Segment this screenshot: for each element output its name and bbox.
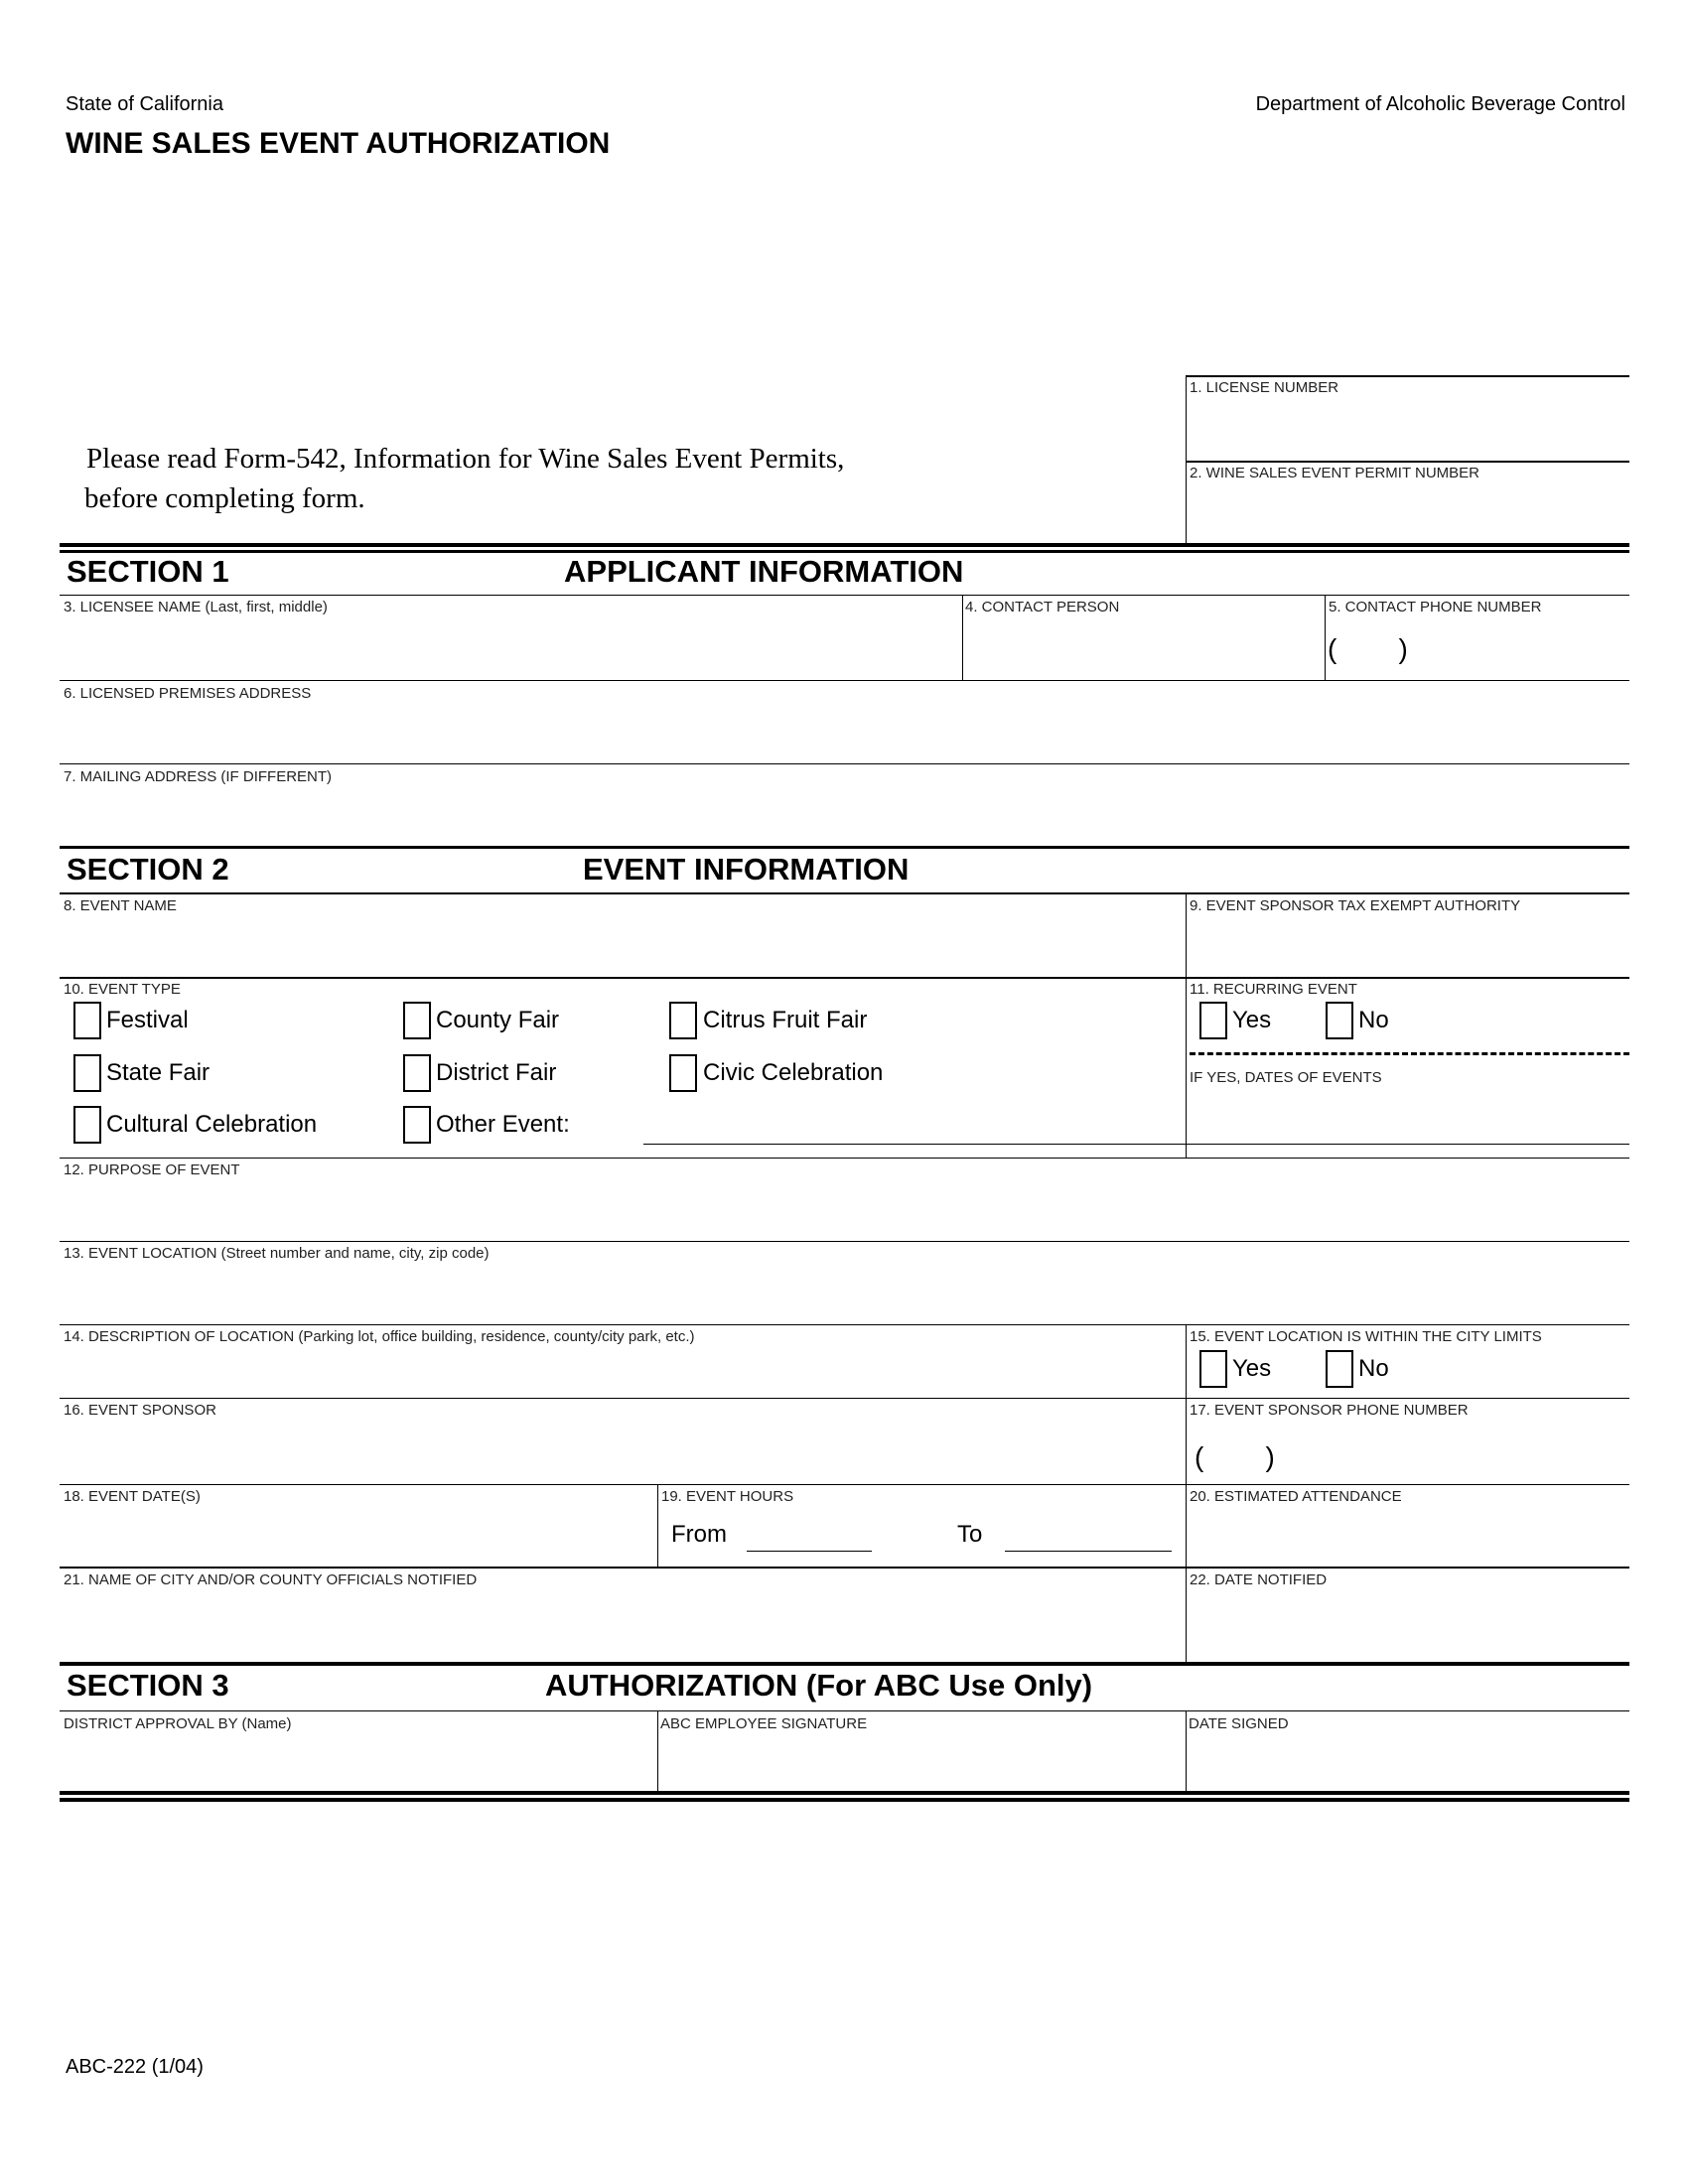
to-line	[1005, 1551, 1172, 1552]
event-type-label: 10. EVENT TYPE	[64, 981, 181, 998]
premises-address-field[interactable]	[62, 703, 1625, 760]
tax-exempt-field[interactable]	[1190, 915, 1624, 973]
hours-to-field[interactable]	[1005, 1519, 1172, 1551]
divider	[60, 1567, 1629, 1569]
permit-number-label: 2. WINE SALES EVENT PERMIT NUMBER	[1190, 465, 1480, 481]
officials-notified-field[interactable]	[62, 1590, 1179, 1660]
sponsor-phone-field[interactable]: ( )	[1195, 1441, 1275, 1472]
date-notified-label: 22. DATE NOTIFIED	[1190, 1571, 1328, 1588]
if-yes-dates-label: IF YES, DATES OF EVENTS	[1190, 1069, 1382, 1086]
purpose-field[interactable]	[62, 1179, 1625, 1237]
city-limits-label: 15. EVENT LOCATION IS WITHIN THE CITY LIMITS	[1190, 1328, 1542, 1345]
from-line	[747, 1551, 872, 1552]
district-fair-label: District Fair	[436, 1059, 557, 1086]
event-dates-field[interactable]	[62, 1507, 652, 1565]
divider	[60, 1241, 1629, 1242]
employee-signature-field[interactable]	[660, 1733, 1182, 1789]
divider	[60, 543, 1629, 547]
section-1-number: SECTION 1	[67, 554, 229, 589]
premises-address-label: 6. LICENSED PREMISES ADDRESS	[64, 685, 312, 702]
purpose-label: 12. PURPOSE OF EVENT	[64, 1161, 240, 1178]
divider	[1186, 461, 1629, 463]
recurring-event-label: 11. RECURRING EVENT	[1190, 981, 1357, 998]
city-limits-yes-checkbox[interactable]	[1199, 1350, 1227, 1388]
divider	[657, 1485, 658, 1568]
divider	[60, 1324, 1629, 1325]
divider	[1186, 375, 1187, 544]
divider	[1186, 1485, 1187, 1664]
civic-celebration-checkbox[interactable]	[669, 1054, 697, 1092]
licensee-name-field[interactable]	[62, 617, 955, 677]
divider	[1186, 893, 1187, 1158]
state-fair-label: State Fair	[106, 1059, 211, 1086]
divider	[60, 1158, 1629, 1159]
tax-exempt-label: 9. EVENT SPONSOR TAX EXEMPT AUTHORITY	[1190, 897, 1521, 914]
from-label: From	[671, 1521, 727, 1548]
contact-person-field[interactable]	[965, 617, 1321, 677]
divider	[60, 1791, 1629, 1795]
other-event-checkbox[interactable]	[403, 1106, 431, 1144]
license-number-field[interactable]	[1188, 397, 1624, 457]
section-2-title: EVENT INFORMATION	[583, 852, 910, 887]
to-label: To	[957, 1521, 983, 1548]
divider	[1325, 596, 1326, 681]
city-limits-no-checkbox[interactable]	[1326, 1350, 1353, 1388]
divider	[60, 763, 1629, 764]
divider	[1186, 375, 1629, 377]
instructions-line-1: Please read Form-542, Information for Wine Sales Event Permits,	[86, 443, 845, 475]
contact-person-label: 4. CONTACT PERSON	[965, 599, 1120, 615]
event-name-field[interactable]	[62, 915, 1179, 973]
divider	[1186, 1399, 1187, 1485]
county-fair-checkbox[interactable]	[403, 1002, 431, 1039]
event-location-label: 13. EVENT LOCATION (Street number and name, city, zip code)	[64, 1245, 490, 1262]
contact-phone-label: 5. CONTACT PHONE NUMBER	[1329, 599, 1542, 615]
location-description-field[interactable]	[62, 1346, 1179, 1396]
recurring-dates-field[interactable]	[1190, 1088, 1624, 1140]
event-dates-label: 18. EVENT DATE(S)	[64, 1488, 201, 1505]
recurring-no-checkbox[interactable]	[1326, 1002, 1353, 1039]
section-3-title: AUTHORIZATION (For ABC Use Only)	[545, 1668, 1093, 1703]
date-signed-label: DATE SIGNED	[1189, 1715, 1289, 1732]
event-location-field[interactable]	[62, 1263, 1625, 1320]
mailing-address-field[interactable]	[62, 786, 1625, 844]
event-sponsor-label: 16. EVENT SPONSOR	[64, 1402, 216, 1419]
district-fair-checkbox[interactable]	[403, 1054, 431, 1092]
divider	[60, 1662, 1629, 1666]
department-name: Department of Alcoholic Beverage Control	[1255, 93, 1625, 115]
employee-signature-label: ABC EMPLOYEE SIGNATURE	[660, 1715, 868, 1732]
divider	[60, 977, 1629, 979]
divider	[60, 550, 1629, 553]
citrus-fruit-fair-checkbox[interactable]	[669, 1002, 697, 1039]
date-notified-field[interactable]	[1190, 1590, 1624, 1660]
civic-celebration-label: Civic Celebration	[703, 1059, 884, 1086]
section-3-number: SECTION 3	[67, 1668, 229, 1703]
state-name: State of California	[66, 93, 223, 115]
cultural-celebration-checkbox[interactable]	[73, 1106, 101, 1144]
divider	[60, 1398, 1629, 1399]
dashed-divider	[1190, 1052, 1629, 1055]
officials-notified-label: 21. NAME OF CITY AND/OR COUNTY OFFICIALS NOTIFIED	[64, 1571, 478, 1588]
recurring-yes-label: Yes	[1232, 1007, 1272, 1033]
instructions-line-2: before completing form.	[84, 482, 365, 514]
other-event-line	[643, 1144, 1629, 1145]
divider	[657, 1711, 658, 1793]
recurring-yes-checkbox[interactable]	[1199, 1002, 1227, 1039]
district-approval-field[interactable]	[62, 1733, 652, 1789]
hours-from-field[interactable]	[747, 1519, 872, 1551]
contact-phone-field[interactable]: ( )	[1328, 633, 1408, 664]
district-approval-label: DISTRICT APPROVAL BY (Name)	[64, 1715, 292, 1732]
attendance-label: 20. ESTIMATED ATTENDANCE	[1190, 1488, 1402, 1505]
citrus-fruit-fair-label: Citrus Fruit Fair	[703, 1007, 868, 1033]
divider	[60, 892, 1629, 894]
cultural-celebration-label: Cultural Celebration	[106, 1111, 318, 1138]
city-limits-yes-label: Yes	[1232, 1355, 1272, 1382]
licensee-name-label: 3. LICENSEE NAME (Last, first, middle)	[64, 599, 328, 615]
permit-number-field[interactable]	[1188, 482, 1624, 540]
divider	[60, 1484, 1629, 1485]
divider	[60, 846, 1629, 849]
city-limits-no-label: No	[1358, 1355, 1389, 1382]
event-hours-label: 19. EVENT HOURS	[661, 1488, 794, 1505]
event-name-label: 8. EVENT NAME	[64, 897, 177, 914]
divider	[1186, 1325, 1187, 1399]
divider	[1186, 1711, 1187, 1793]
location-description-label: 14. DESCRIPTION OF LOCATION (Parking lot, office building, residence, county/city park, etc.)	[64, 1328, 695, 1345]
sponsor-phone-label: 17. EVENT SPONSOR PHONE NUMBER	[1190, 1402, 1469, 1419]
license-number-label: 1. LICENSE NUMBER	[1190, 379, 1339, 396]
form-id: ABC-222 (1/04)	[66, 2056, 204, 2078]
divider	[60, 1798, 1629, 1802]
recurring-no-label: No	[1358, 1007, 1389, 1033]
divider	[962, 596, 963, 681]
section-1-title: APPLICANT INFORMATION	[564, 554, 964, 589]
attendance-field[interactable]	[1190, 1507, 1624, 1565]
divider	[60, 595, 1629, 596]
section-2-number: SECTION 2	[67, 852, 229, 887]
other-event-label: Other Event:	[436, 1111, 570, 1138]
divider	[60, 1710, 1629, 1711]
form-title: WINE SALES EVENT AUTHORIZATION	[66, 127, 611, 160]
date-signed-field[interactable]	[1190, 1733, 1624, 1789]
event-sponsor-field[interactable]	[62, 1420, 1179, 1481]
festival-checkbox[interactable]	[73, 1002, 101, 1039]
other-event-field[interactable]	[645, 1110, 1182, 1142]
festival-label: Festival	[106, 1007, 189, 1033]
county-fair-label: County Fair	[436, 1007, 560, 1033]
mailing-address-label: 7. MAILING ADDRESS (IF DIFFERENT)	[64, 768, 333, 785]
state-fair-checkbox[interactable]	[73, 1054, 101, 1092]
divider	[60, 680, 1629, 681]
